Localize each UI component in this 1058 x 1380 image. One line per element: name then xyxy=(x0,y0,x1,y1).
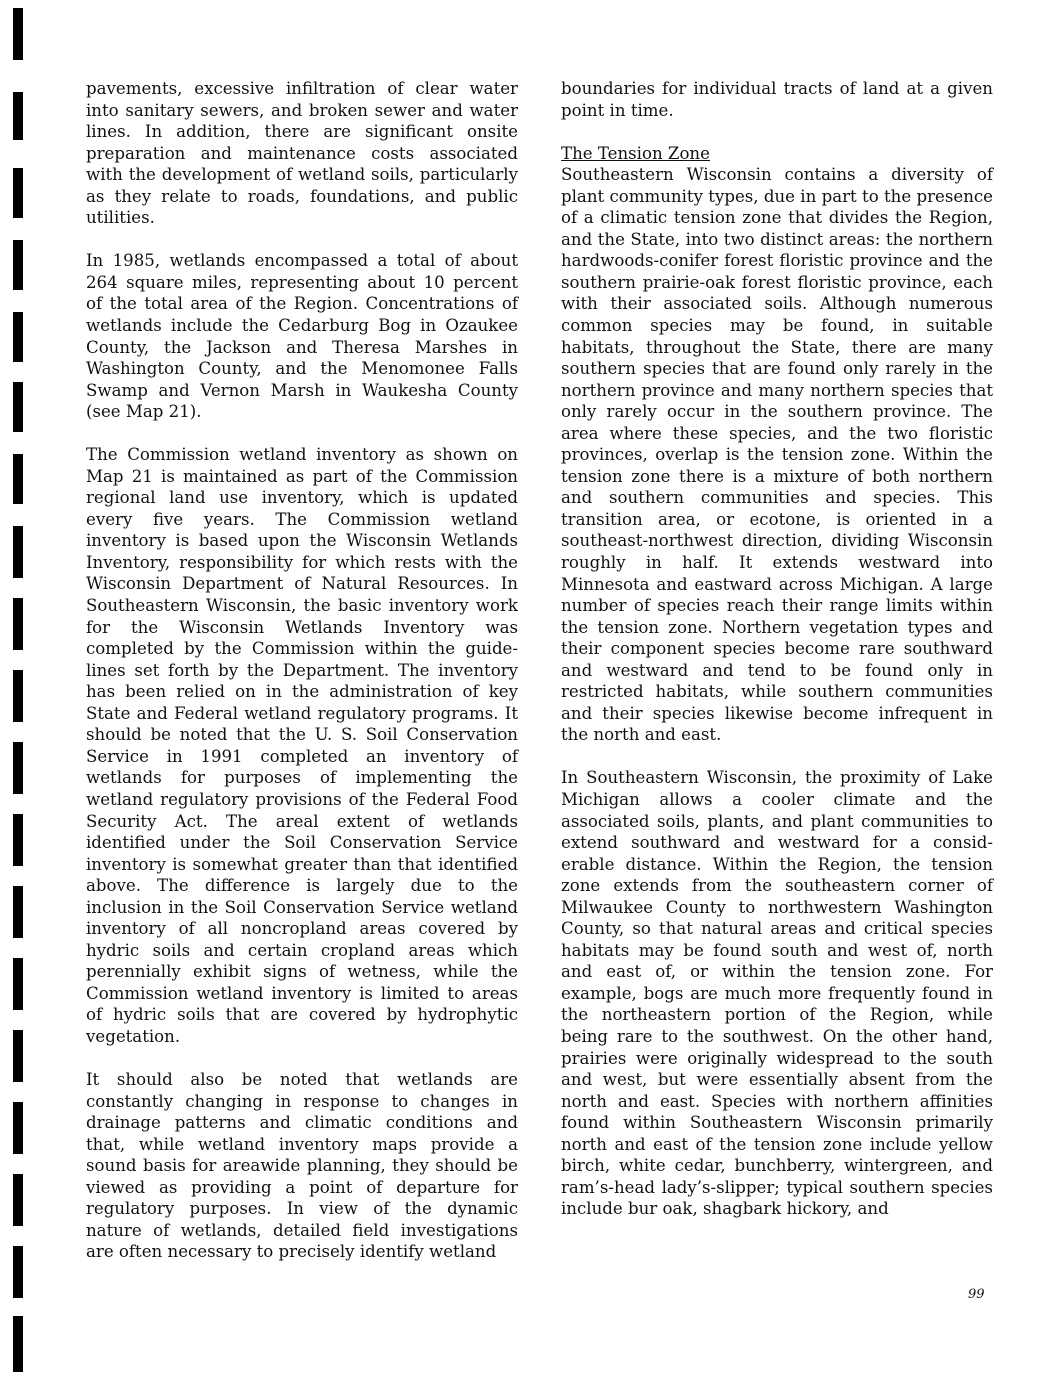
body-paragraph: It should also be noted that wetlands are constantly changing in response to changes in drainage patterns and climatic conditions and that, while wetland inventory maps provide a sound basis for areawide planning, they should be viewed as providing a point of departure for regulatory purposes. In view of the dynamic nature of wetlands, detailed field investigations are often necessary to precisely identify wetland xyxy=(86,1070,518,1262)
binding-mark xyxy=(13,312,23,362)
right-column xyxy=(561,78,993,1220)
body-paragraph: The Commission wetland inventory as shown on Map 21 is maintained as part of the Commission regional land use inventory, which is updated every five years. The Commission wetland inventory is based upon the Wisconsin Wetlands Inventory, responsibility for which rests with the Wisconsin Department of Natural Resources. In Southeastern Wisconsin, the basic inventory work for the Wisconsin Wetlands Inventory was completed by the Commission within the guidelines set forth by the Department. The inventory has been relied on in the administration of key State and Federal wetland regulatory programs. It should be noted that the U. S. Soil Conservation Service in 1991 completed an inventory of wetlands for purposes of implementing the wetland regulatory provisions of the Federal Food Security Act. The areal extent of wetlands identified under the Soil Conservation Service inventory is somewhat greater than that identified above. The difference is largely due to the inclusion in the Soil Conservation Service wetland inventory of all noncropland areas covered by hydric soils and certain cropland areas which perennially exhibit signs of wetness, while the Commission wetland inventory is limited to areas of hydric soils that are covered by hydrophytic vegetation. xyxy=(86,445,518,1046)
binding-mark xyxy=(13,886,23,938)
binding-mark xyxy=(13,1246,23,1298)
page-number: 99 xyxy=(968,1287,985,1302)
binding-mark xyxy=(13,1174,23,1226)
binding-mark xyxy=(13,1316,23,1372)
binding-mark xyxy=(13,168,23,218)
binding-mark xyxy=(13,382,23,432)
binding-mark xyxy=(13,958,23,1010)
binding-mark xyxy=(13,598,23,650)
binding-mark xyxy=(13,454,23,504)
left-column xyxy=(86,78,518,1263)
body-paragraph: pavements, excessive infiltration of clear water into sanitary sewers, and broken sewer and water lines. In addition, there are significant onsite preparation and maintenance costs associated with the development of wetland soils, particularly as they relate to roads, foundations, and public utilities. xyxy=(86,79,518,228)
body-paragraph: In Southeastern Wisconsin, the proximity of Lake Michigan allows a cooler climate and the associated soils, plants, and plant communities to extend southward and westward for a considerable distance. Within the Region, the tension zone extends from the southeastern corner of Milwaukee County to northwestern Washington County, so that natural areas and critical species habitats may be found south and west of, north and east of, or within the tension zone. For example, bogs are much more frequently found in the northeastern portion of the Region, while being rare to the southwest. On the other hand, prairies were originally widespread to the south and west, but were essentially absent from the north and east. Species with northern affinities found within Southeastern Wisconsin primarily north and east of the tension zone include yellow birch, white cedar, bunchberry, wintergreen, and ram’s-head lady’s-slipper; typical southern species include bur oak, shagbark hickory, and xyxy=(561,768,993,1219)
body-paragraph: In 1985, wetlands encompassed a total of about 264 square miles, representing about 10 percent of the total area of the Region. Concentrations of wetlands include the Cedarburg Bog in Ozaukee County, the Jackson and Theresa Marshes in Washington County, and the Menomonee Falls Swamp and Vernon Marsh in Waukesha County (see Map 21). xyxy=(86,251,518,422)
binding-mark xyxy=(13,8,23,60)
binding-mark xyxy=(13,742,23,794)
binding-mark xyxy=(13,92,23,140)
binding-mark xyxy=(13,1030,23,1082)
binding-mark xyxy=(13,670,23,722)
binding-mark xyxy=(13,1102,23,1154)
binding-mark xyxy=(13,240,23,290)
section-heading: The Tension Zone xyxy=(561,143,710,163)
binding-strip xyxy=(0,0,40,1380)
binding-mark xyxy=(13,526,23,578)
binding-mark xyxy=(13,814,23,866)
body-paragraph: Southeastern Wisconsin contains a diversity of plant community types, due in part to the presence of a climatic tension zone that divides the Region, and the State, into two distinct areas: the northern hardwoods-conifer forest floristic province and the southern prairie-oak forest floristic province, each with their associated soils. Although numerous common species may be found, in suitable habitats, throughout the State, there are many southern species that are found only rarely in the northern province and many northern species that only rarely occur in the southern province. The area where these species, and the two floristic provinces, overlap is the tension zone. Within the tension zone there is a mixture of both northern and southern communities and species. This transition area, or ecotone, is oriented in a southeast-northwest direction, dividing Wisconsin roughly in half. It extends westward into Minnesota and eastward across Michigan. A large number of species reach their range limits within the tension zone. Northern vegetation types and their component species become rare southward and westward and tend to be found only in restricted habitats, while southern communities and their species likewise become infrequent in the north and east. xyxy=(561,165,993,745)
body-paragraph: boundaries for individual tracts of land at a given point in time. xyxy=(561,79,993,120)
